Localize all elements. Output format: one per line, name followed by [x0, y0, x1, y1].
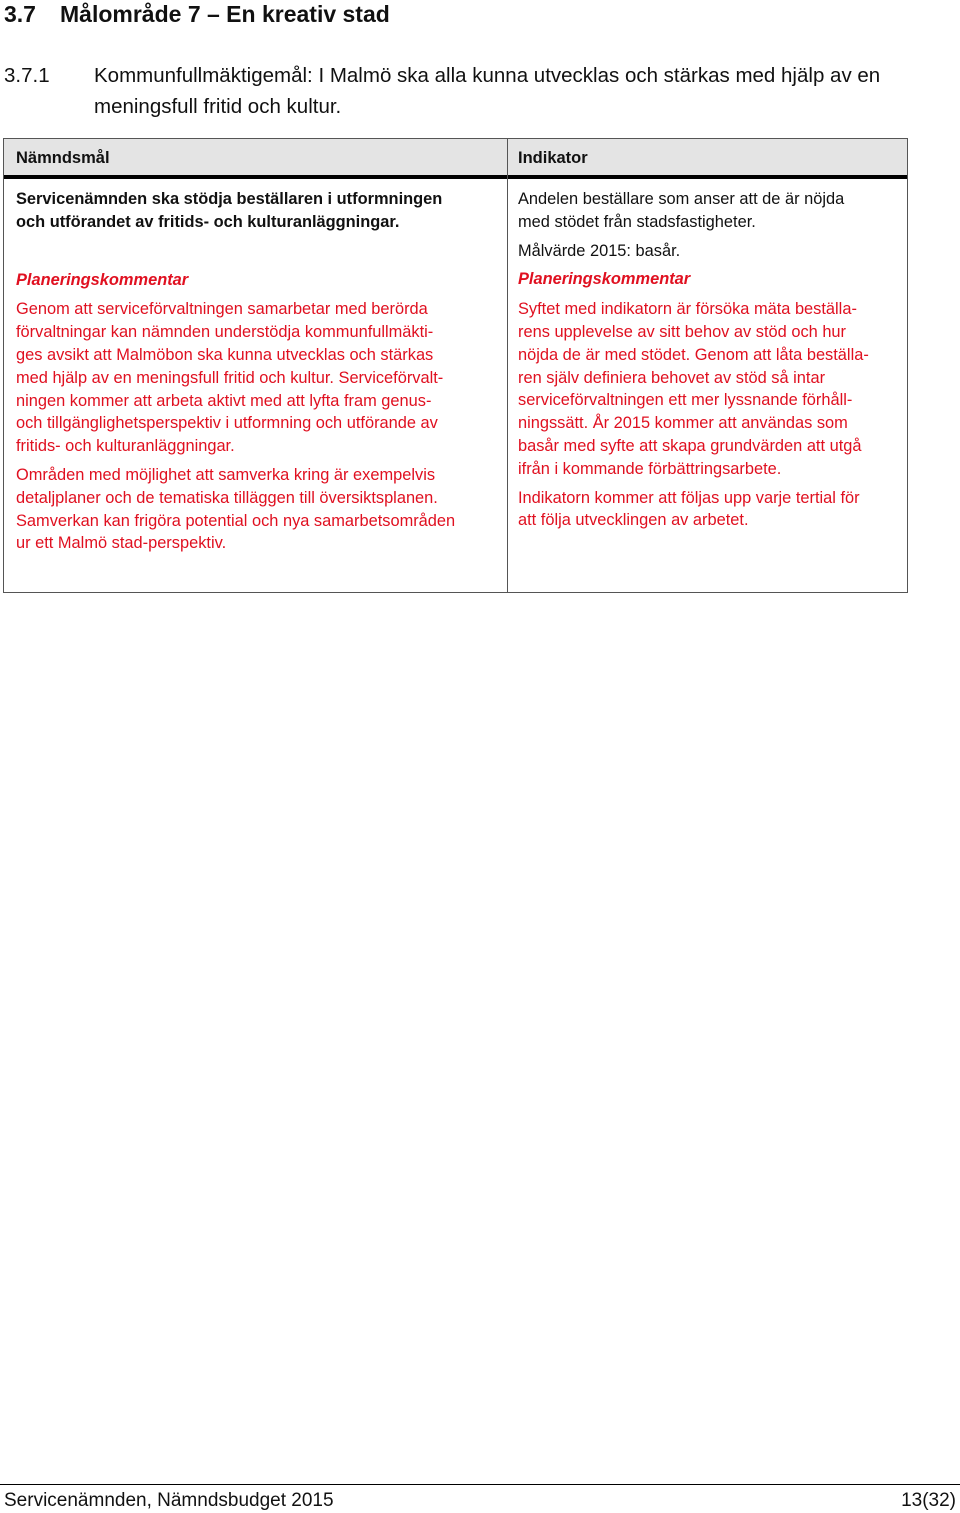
comment-line: förvaltningar kan nämnden understödja kommunfullmäkti- — [16, 323, 434, 342]
subsection-heading — [4, 60, 944, 122]
column-divider — [507, 139, 508, 592]
left-comment-paragraph-2 — [16, 464, 498, 555]
header-nämndsmål: Nämndsmål — [16, 149, 110, 167]
indicator-cell — [518, 188, 903, 532]
comment-line: ifrån i kommande förbättringsarbete. — [518, 459, 782, 478]
comment-line: Samverkan kan frigöra potential och nya samarbetsområden — [16, 511, 456, 530]
subsection-number: 3.7.1 — [4, 64, 50, 87]
comment-line: rens upplevelse av sitt behov av stöd och hur — [518, 322, 847, 341]
comment-line: med hjälp av en meningsfull fritid och kultur. Serviceförvalt- — [16, 368, 444, 387]
left-comment-paragraph-1 — [16, 298, 498, 458]
comment-line: ningen kommer att arbeta aktivt med att lyfta fram genus- — [16, 391, 432, 410]
comment-line: att följa utvecklingen av arbetet. — [518, 511, 749, 530]
subsection-text: Kommunfullmäktigemål: I Malmö ska alla kunna utvecklas och stärkas med hjälp av en meningsfull fritid och kultur. — [94, 64, 881, 118]
indicator-line: med stödet från stadsfastigheter. — [518, 212, 756, 231]
comment-line: Indikatorn kommer att följas upp varje tertial för — [518, 488, 860, 507]
goal-table — [3, 138, 908, 593]
comment-line: ningssätt. År 2015 kommer att användas som — [518, 414, 848, 433]
header-indikator: Indikator — [518, 149, 588, 167]
comment-line: Områden med möjlighet att samverka kring är exempelvis — [16, 465, 436, 484]
comment-line: nöjda de är med stödet. Genom att låta beställa- — [518, 345, 869, 364]
footer-page-number: 13(32) — [901, 1490, 956, 1511]
goal-cell — [16, 188, 498, 555]
target-value: Målvärde 2015: basår. — [518, 241, 681, 260]
comment-line: ges avsikt att Malmöbon ska kunna utvecklas och stärkas — [16, 345, 434, 364]
right-comment-paragraph-1 — [518, 298, 903, 480]
left-comment-heading: Planeringskommentar — [16, 270, 189, 289]
footer-rule — [0, 1484, 960, 1485]
table-header-row — [4, 139, 907, 179]
right-comment-paragraph-2 — [518, 487, 903, 533]
comment-line: ur ett Malmö stad-perspektiv. — [16, 534, 227, 553]
section-number: 3.7 — [4, 1, 36, 27]
comment-line: fritids- och kulturanläggningar. — [16, 437, 235, 456]
goal-line: och utförandet av fritids- och kulturanläggningar. — [16, 212, 400, 231]
comment-line: och tillgänglighetsperspektiv i utformning och utförande av — [16, 414, 438, 433]
comment-line: Genom att serviceförvaltningen samarbetar med berörda — [16, 300, 428, 319]
goal-line: Servicenämnden ska stödja beställaren i utformningen — [16, 190, 443, 208]
section-title: Målområde 7 – En kreativ stad — [60, 1, 390, 27]
footer-document-title: Servicenämnden, Nämndsbudget 2015 — [4, 1490, 334, 1511]
comment-line: ren själv definiera behovet av stöd så intar — [518, 368, 826, 387]
comment-line: serviceförvaltningen ett mer lyssnande förhåll- — [518, 391, 853, 410]
section-heading — [4, 0, 390, 28]
comment-line: detaljplaner och de tematiska tilläggen till översiktsplanen. — [16, 488, 438, 507]
right-comment-heading: Planeringskommentar — [518, 270, 691, 289]
indicator-text — [518, 188, 903, 234]
comment-line: basår med syfte att skapa grundvärden att utgå — [518, 436, 862, 455]
comment-line: Syftet med indikatorn är försöka mäta beställa- — [518, 300, 857, 319]
indicator-line: Andelen beställare som anser att de är nöjda — [518, 190, 845, 208]
goal-text — [16, 188, 498, 234]
